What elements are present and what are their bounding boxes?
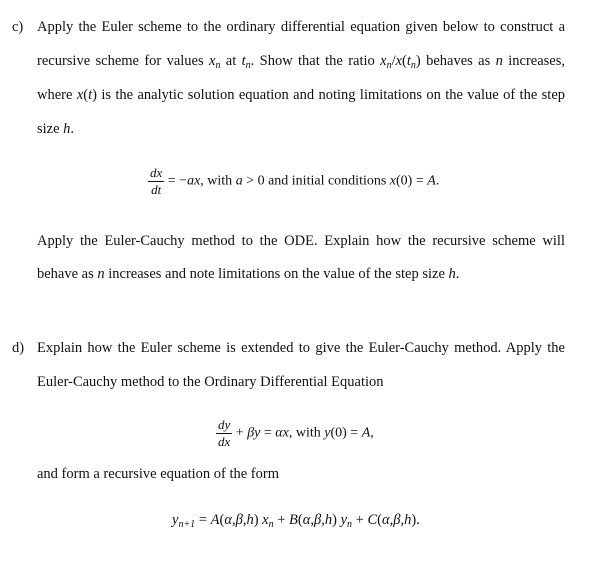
recursive-equation: $y_{n+1} = A(\alpha,\beta,h) x_n + B(\alpha,\beta,h) y_n + C(\alpha,\beta,h)$. (172, 512, 420, 530)
ode-c: $\frac{dx}{dt}$ = −ax, with a > 0 and initial conditions x(0) = A. (150, 165, 440, 197)
part-c-line-1: Apply the Euler scheme to the ordinary differential equation given below to construct a (37, 19, 565, 35)
part-d-line-2: Euler-Cauchy method to the Ordinary Differential Equation (37, 374, 384, 390)
part-d-line-3: and form a recursive equation of the form (37, 466, 279, 482)
part-c-label: c) (12, 19, 24, 35)
part-c-para2-line-2: behave as n increases and note limitations on the value of the step size h. (37, 266, 460, 282)
part-d-label: d) (12, 340, 25, 356)
part-c-line-4: size h. (37, 121, 75, 137)
part-d-line-1: Explain how the Euler scheme is extended to give the Euler-Cauchy method. Apply the (37, 340, 565, 356)
ode-c-fraction: $\frac{dx}{dt}$ (150, 165, 163, 197)
part-c-line-2: recursive scheme for values $x_n$ at $t_n$. Show that the ratio $x_n/x(t_n)$ behaves as n increases, (37, 53, 565, 71)
part-c-para2-line-1: Apply the Euler-Cauchy method to the ODE. Explain how the recursive scheme will (37, 233, 565, 249)
part-c-line-3: where x(t) is the analytic solution equation and noting limitations on the value of the step (37, 87, 565, 103)
ode-d: $\frac{dy}{dx}$ + βy = αx, with y(0) = A, (218, 417, 374, 449)
ode-d-fraction: $\frac{dy}{dx}$ (218, 417, 231, 449)
